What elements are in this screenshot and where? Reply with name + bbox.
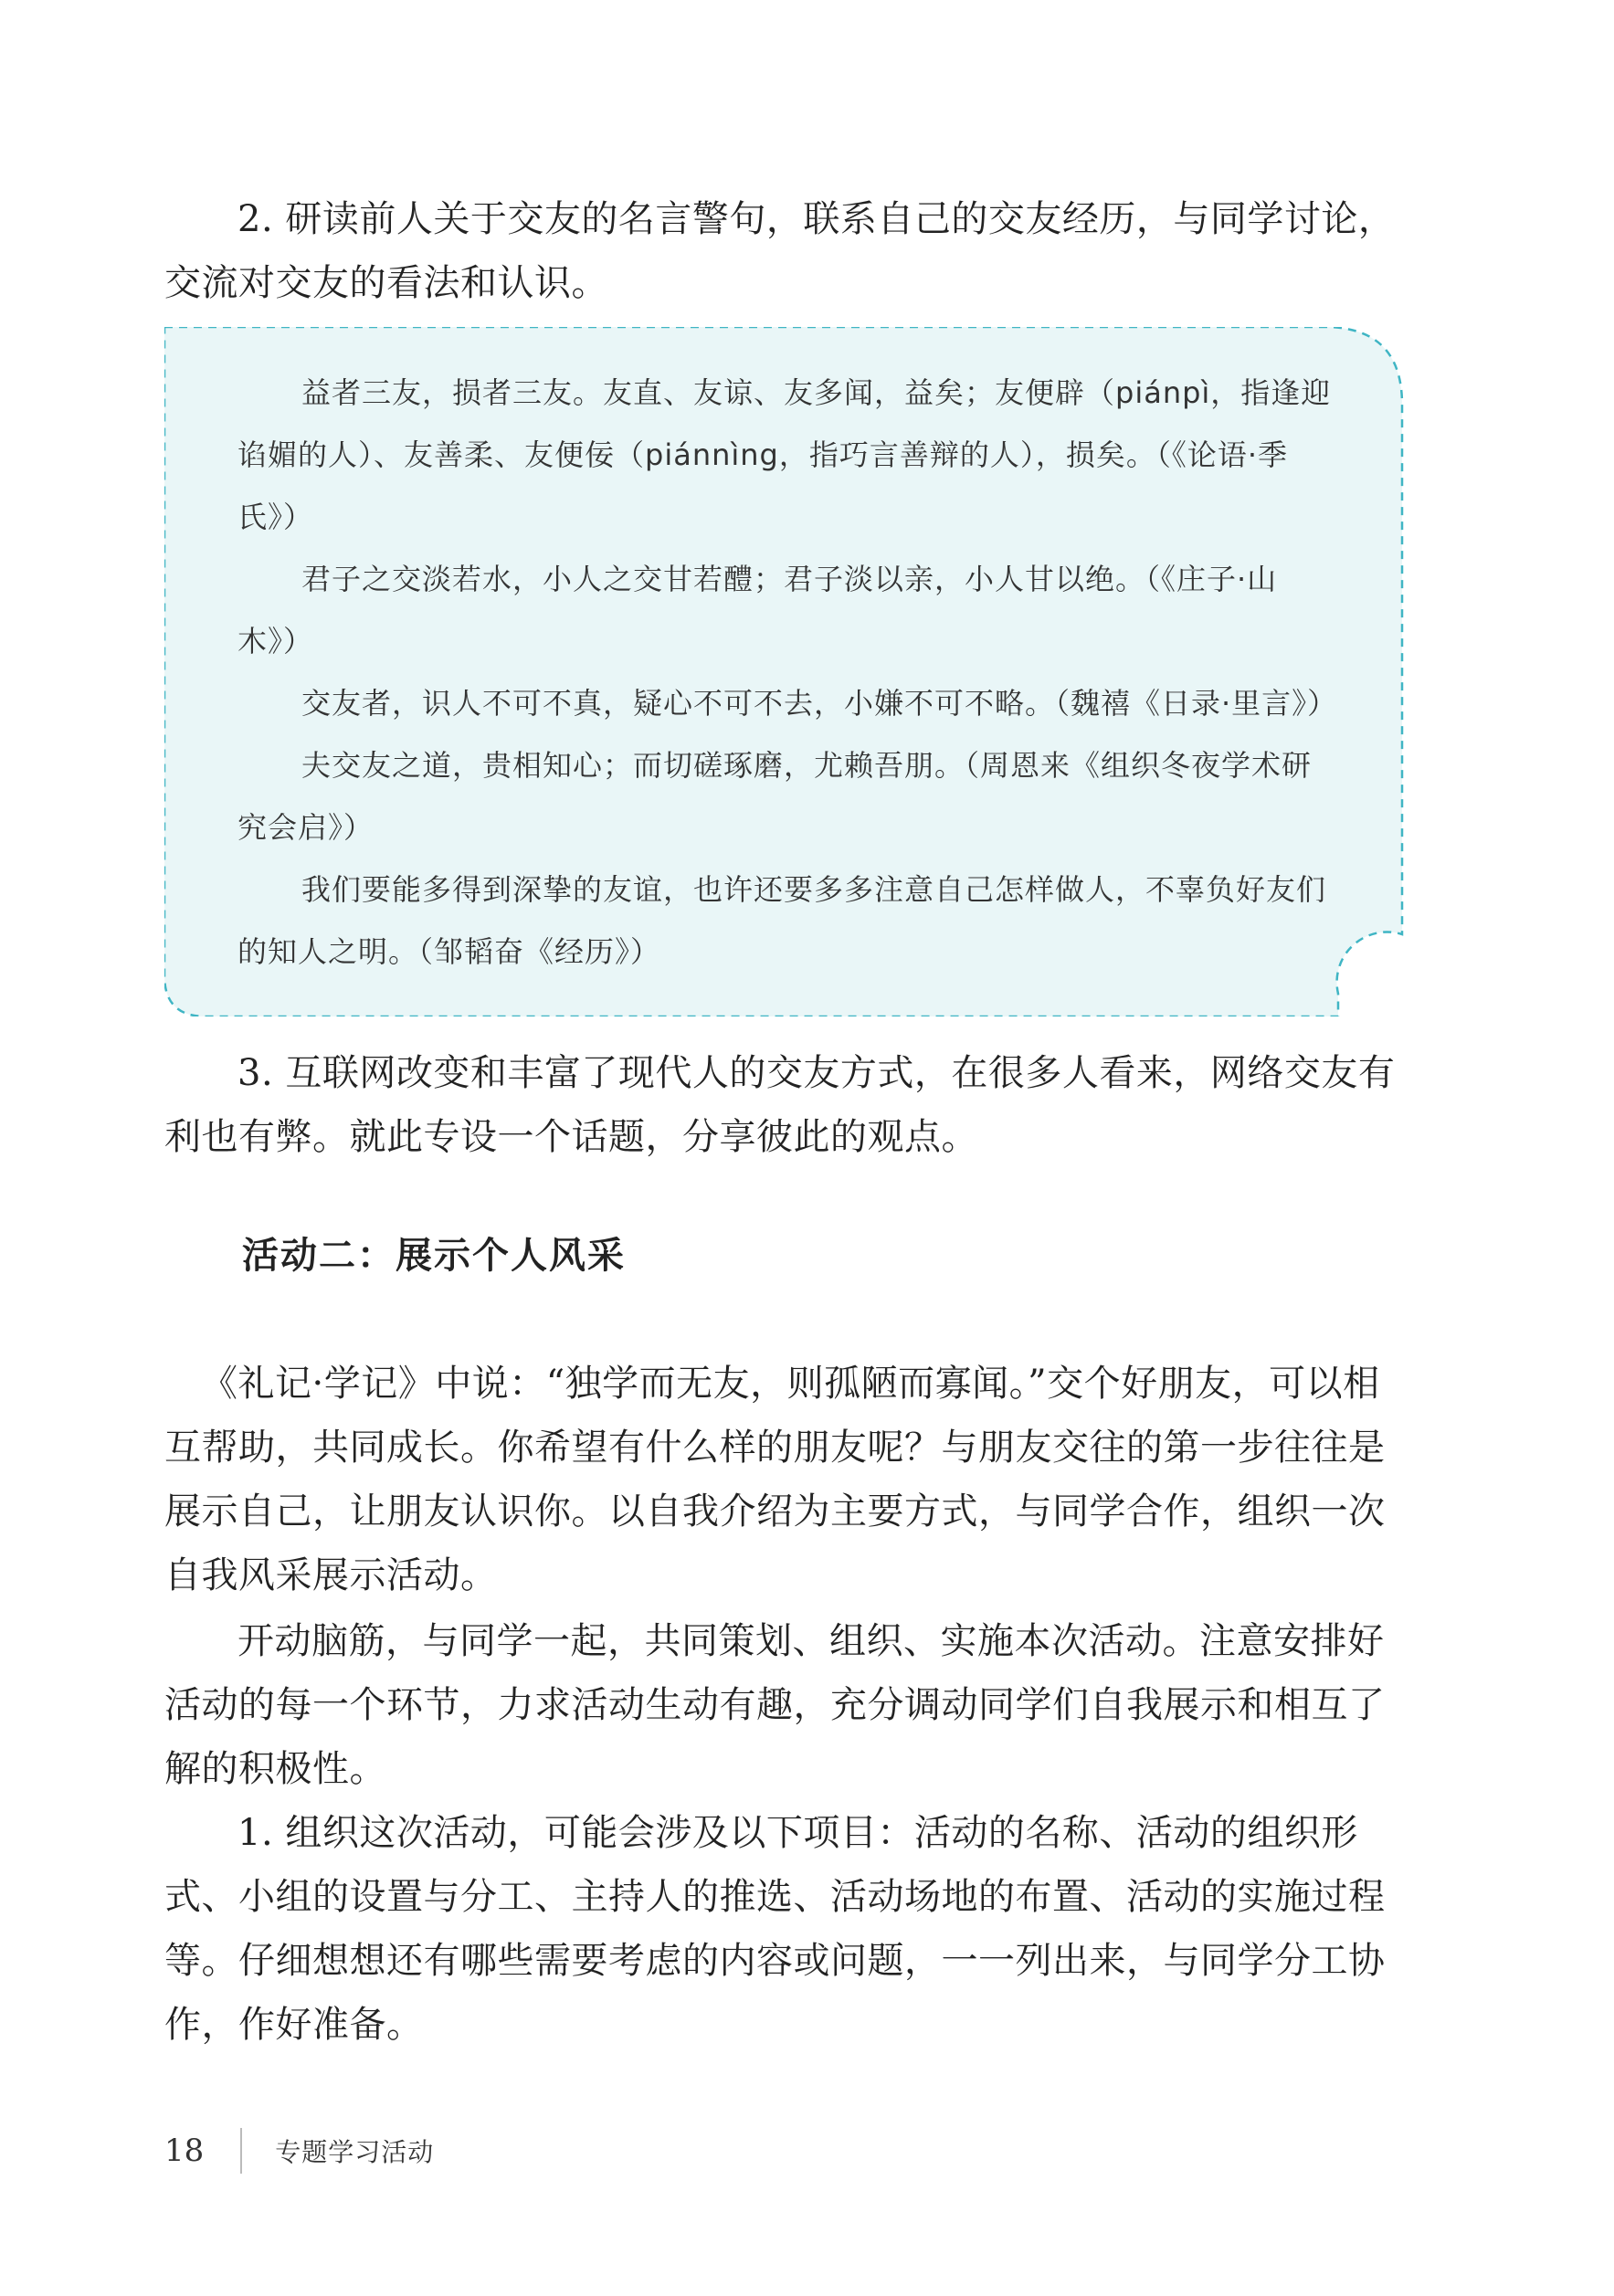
- quote-item: 夫交友之道，贵相知心；而切磋琢磨，尤赖吾朋。（周恩来《组织冬夜学术研究会启》）: [237, 748, 1313, 845]
- section-name: 专题学习活动: [275, 2137, 435, 2167]
- item-2-paragraph: 2. 研读前人关于交友的名言警句，联系自己的交友经历，与同学讨论，交流对交友的看法和认识。: [164, 198, 1396, 304]
- quote-item: 交友者，识人不可不真，疑心不可不去，小嫌不可不略。（魏禧《日录·里言》）: [301, 686, 1338, 721]
- quote-item: 君子之交淡若水，小人之交甘若醴；君子淡以亲，小人甘以绝。（《庄子·山木》）: [237, 562, 1278, 658]
- quote-item: 我们要能多得到深挚的友谊，也许还要多多注意自己怎样做人，不辜负好友们的知人之明。（邹韬奋《经历》）: [237, 872, 1327, 969]
- activity-2-item-1: 1. 组织这次活动，可能会涉及以下项目：活动的名称、活动的组织形式、小组的设置与分工、主持人的推选、活动场地的布置、活动的实施过程等。仔细想想还有哪些需要考虑的内容或问题，一一列出来，与同学分工协作，作好准备。: [164, 1812, 1386, 2046]
- footer-divider: [240, 2128, 242, 2174]
- page-footer: [164, 2128, 434, 2174]
- item-3-paragraph: 3. 互联网改变和丰富了现代人的交友方式，在很多人看来，网络交友有利也有弊。就此专设一个话题，分享彼此的观点。: [164, 1052, 1396, 1158]
- quote-list: [237, 362, 1338, 983]
- activity-2-intro: 《礼记·学记》中说：“独学而无友，则孤陋而寡闻。”交个好朋友，可以相互帮助，共同成长。你希望有什么样的朋友呢？与朋友交往的第一步往往是展示自己，让朋友认识你。以自我介绍为主要方式，与同学合作，组织一次自我风采展示活动。: [164, 1363, 1386, 1596]
- quote-item: 益者三友，损者三友。友直、友谅、友多闻，益矣；友便辟（piánpì，指逢迎谄媚的人）、友善柔、友便佞（piánnìng，指巧言善辩的人），损矣。（《论语·季氏》）: [237, 375, 1332, 534]
- page-number: 18: [164, 2133, 205, 2169]
- quote-box: [164, 327, 1407, 1016]
- activity-2-heading: 活动二：展示个人风采: [242, 1235, 626, 1277]
- activity-2-paragraph: 开动脑筋，与同学一起，共同策划、组织、实施本次活动。注意安排好活动的每一个环节，力求活动生动有趣，充分调动同学们自我展示和相互了解的积极性。: [164, 1620, 1386, 1790]
